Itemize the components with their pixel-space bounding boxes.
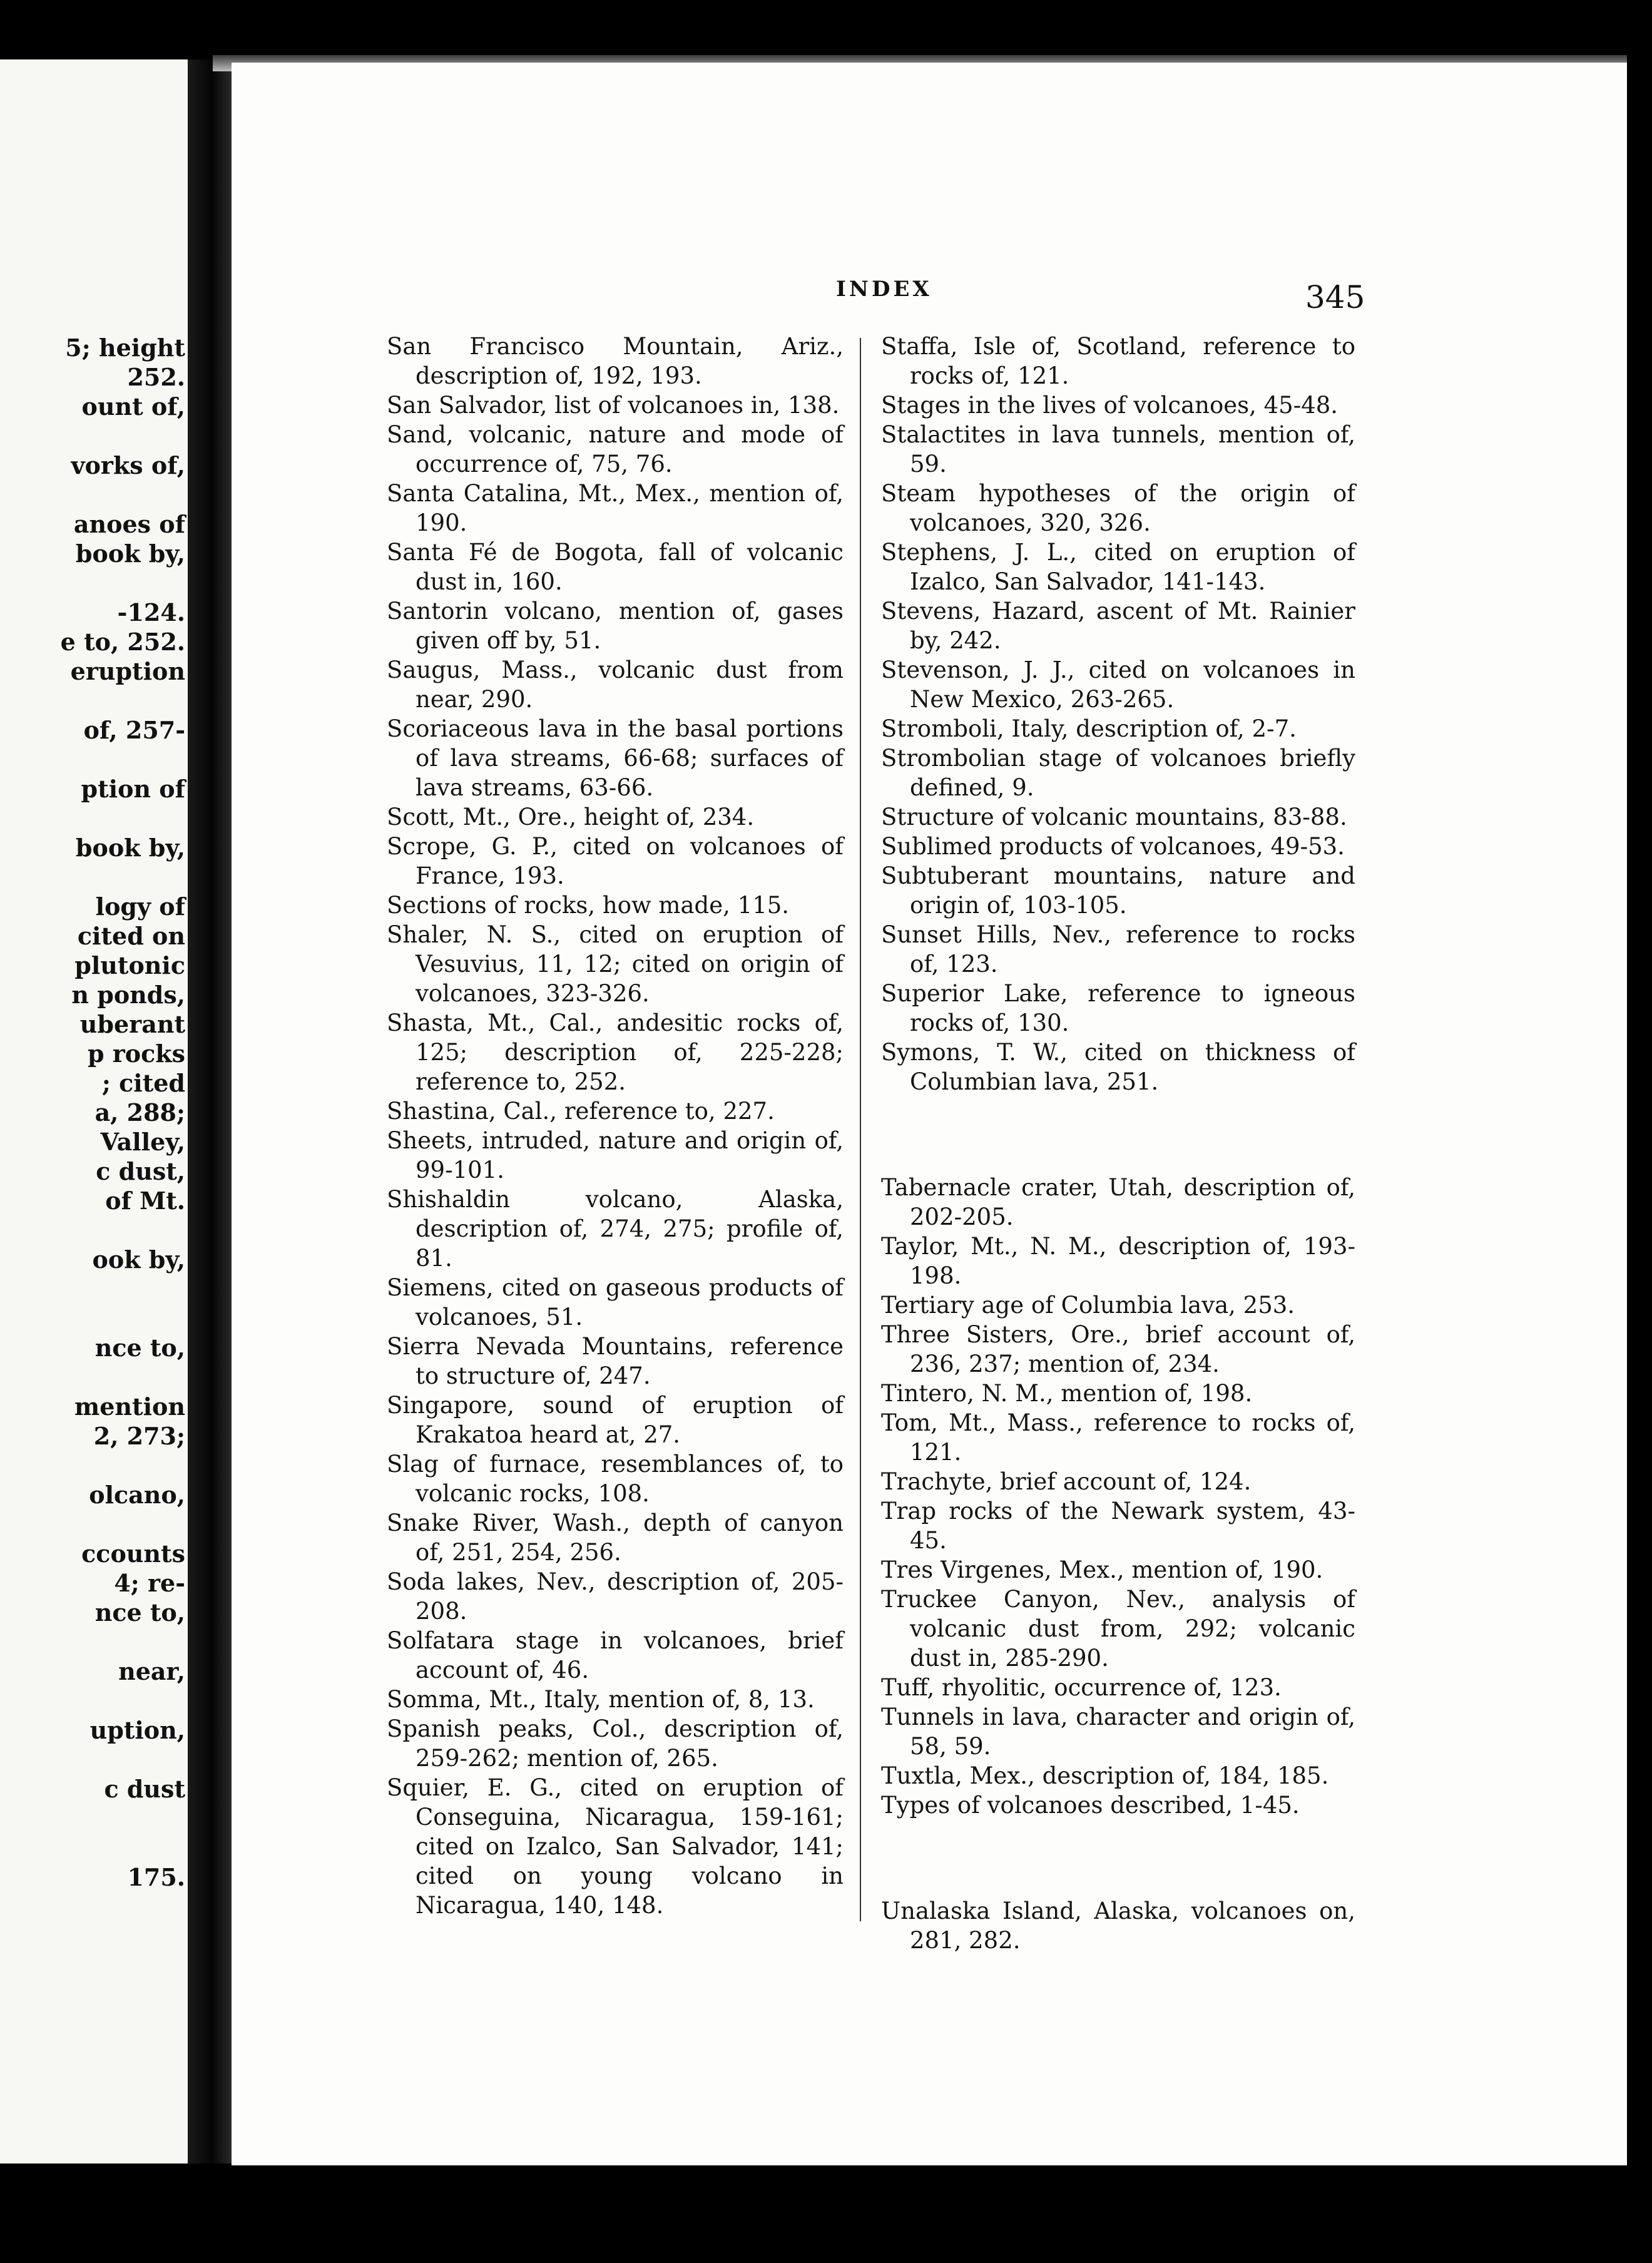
- index-entry: Symons, T. W., cited on thickness of Columbian lava, 251.: [881, 1039, 1355, 1095]
- page-number: 345: [1305, 279, 1365, 315]
- index-entry: Stephens, J. L., cited on eruption of Izalco, San Salvador, 141-143.: [881, 539, 1355, 595]
- facing-page-line: cited on: [77, 922, 185, 950]
- index-entry: Snake River, Wash., depth of canyon of, 251, 254, 256.: [387, 1510, 844, 1566]
- facing-page-line: a, 288;: [94, 1098, 185, 1126]
- index-entry: Stevenson, J. J., cited on volcanoes in New Mexico, 263-265.: [881, 656, 1355, 713]
- index-entry: Sunset Hills, Nev., reference to rocks of, 123.: [881, 921, 1355, 978]
- index-entry: Santa Catalina, Mt., Mex., mention of, 190.: [387, 480, 844, 536]
- facing-page-line: c dust,: [96, 1157, 185, 1185]
- index-entry: Taylor, Mt., N. M., description of, 193-198.: [881, 1233, 1355, 1289]
- facing-page-line: nce to,: [94, 1598, 185, 1627]
- index-entry: Shasta, Mt., Cal., andesitic rocks of, 125; description of, 225-228; reference to, 252.: [387, 1009, 844, 1095]
- index-entry: Stromboli, Italy, description of, 2-7.: [881, 715, 1297, 742]
- index-column-right: [881, 332, 1355, 1955]
- index-entry: San Francisco Mountain, Ariz., description of, 192, 193.: [387, 333, 844, 389]
- index-entry: Three Sisters, Ore., brief account of, 236, 237; mention of, 234.: [881, 1321, 1355, 1377]
- facing-page-line: near,: [118, 1657, 185, 1685]
- index-entry: Tuxtla, Mex., description of, 184, 185.: [881, 1762, 1329, 1789]
- facing-page-line: anoes of: [73, 510, 185, 538]
- index-entry: Structure of volcanic mountains, 83-88.: [881, 804, 1347, 830]
- index-entry: Shishaldin volcano, Alaska, description of, 274, 275; profile of, 81.: [387, 1186, 844, 1272]
- index-entry: Types of volcanoes described, 1-45.: [881, 1792, 1300, 1819]
- index-entry: Scoriaceous lava in the basal portions of lava streams, 66-68; surfaces of lava streams, 63-66.: [387, 715, 844, 801]
- facing-page-line: ccounts: [81, 1540, 185, 1568]
- index-entry: Santorin volcano, mention of, gases given off by, 51.: [387, 598, 844, 654]
- index-entry: Steam hypotheses of the origin of volcanoes, 320, 326.: [881, 480, 1355, 536]
- index-entry: Sheets, intruded, nature and origin of, 99-101.: [387, 1127, 844, 1183]
- facing-page-line: book by,: [75, 834, 185, 862]
- index-entry: Tres Virgenes, Mex., mention of, 190.: [881, 1556, 1323, 1583]
- facing-page-line: uberant: [79, 1010, 185, 1038]
- index-column-left: [387, 332, 844, 1920]
- facing-page-line: c dust: [104, 1775, 185, 1803]
- facing-page-line: ption of: [81, 775, 185, 803]
- index-entry: Scott, Mt., Ore., height of, 234.: [387, 804, 755, 830]
- index-entry: Saugus, Mass., volcanic dust from near, 290.: [387, 656, 844, 713]
- facing-page-line: of Mt.: [105, 1187, 185, 1215]
- facing-page-line: -124.: [117, 598, 185, 626]
- letter-section-gap: [881, 1120, 1355, 1150]
- facing-page-line: vorks of,: [71, 451, 185, 479]
- index-entry: Slag of furnace, resemblances of, to volcanic rocks, 108.: [387, 1451, 844, 1507]
- facing-page-line: 4; re-: [114, 1569, 185, 1597]
- index-entry: Solfatara stage in volcanoes, brief account of, 46.: [387, 1627, 844, 1683]
- index-entry: Siemens, cited on gaseous products of volcanoes, 51.: [387, 1274, 844, 1331]
- facing-page-line: e to, 252.: [60, 628, 185, 656]
- facing-page-line: 175.: [127, 1863, 185, 1891]
- facing-page-line: eruption: [70, 657, 185, 685]
- index-entry: Strombolian stage of volcanoes briefly defined, 9.: [881, 745, 1355, 801]
- index-entry: Sierra Nevada Mountains, reference to structure of, 247.: [387, 1333, 844, 1389]
- index-entry: Singapore, sound of eruption of Krakatoa heard at, 27.: [387, 1392, 844, 1448]
- facing-page-line: 252.: [127, 363, 185, 391]
- index-entry: Trachyte, brief account of, 124.: [881, 1468, 1252, 1495]
- facing-page-line: ount of,: [81, 392, 185, 421]
- index-entry: Trap rocks of the Newark system, 43-45.: [881, 1498, 1355, 1554]
- index-entry: Staffa, Isle of, Scotland, reference to rocks of, 121.: [881, 333, 1355, 389]
- index-entry: Spanish peaks, Col., description of, 259-262; mention of, 265.: [387, 1715, 844, 1772]
- facing-page-line: book by,: [75, 539, 185, 568]
- column-divider: [860, 338, 861, 1921]
- facing-page-edge: [0, 59, 188, 2163]
- facing-page-line: ; cited: [101, 1069, 185, 1097]
- facing-page-line: ook by,: [92, 1245, 185, 1274]
- index-entry: San Salvador, list of volcanoes in, 138.: [387, 392, 840, 419]
- facing-page-line: n ponds,: [71, 981, 185, 1009]
- facing-page-line: olcano,: [89, 1481, 185, 1509]
- facing-page-line: 5; height: [65, 334, 185, 362]
- index-entry: Tertiary age of Columbia lava, 253.: [881, 1292, 1295, 1319]
- letter-section-gap: [881, 1843, 1355, 1873]
- index-entry: Tabernacle crater, Utah, description of, 202-205.: [881, 1174, 1355, 1230]
- facing-page-line: 2, 273;: [93, 1422, 185, 1450]
- running-head: INDEX: [836, 277, 932, 302]
- facing-page-line: of, 257-: [83, 716, 185, 744]
- facing-page-line: plutonic: [74, 951, 185, 979]
- index-entry: Sublimed products of volcanoes, 49-53.: [881, 833, 1345, 860]
- index-entry: Unalaska Island, Alaska, volcanoes on, 281, 282.: [881, 1898, 1355, 1954]
- index-entry: Santa Fé de Bogota, fall of volcanic dust in, 160.: [387, 539, 844, 595]
- index-entry: Tom, Mt., Mass., reference to rocks of, 121.: [881, 1409, 1355, 1466]
- index-entry: Squier, E. G., cited on eruption of Conseguina, Nicaragua, 159-161; cited on Izalco, San Salvador, 141; cited on young volcano in Nicaragua, 140, 148.: [387, 1774, 844, 1919]
- index-entry: Stages in the lives of volcanoes, 45-48.: [881, 392, 1338, 419]
- index-entry: Superior Lake, reference to igneous rocks of, 130.: [881, 980, 1355, 1036]
- index-entry: Subtuberant mountains, nature and origin of, 103-105.: [881, 862, 1355, 919]
- book-binding: [188, 59, 232, 2163]
- facing-page-line: p rocks: [87, 1040, 185, 1068]
- index-entry: Truckee Canyon, Nev., analysis of volcanic dust from, 292; volcanic dust in, 285-290.: [881, 1586, 1355, 1672]
- index-entry: Somma, Mt., Italy, mention of, 8, 13.: [387, 1686, 815, 1713]
- index-entry: Shaler, N. S., cited on eruption of Vesuvius, 11, 12; cited on origin of volcanoes, 323-326.: [387, 921, 844, 1007]
- facing-page-line: nce to,: [94, 1334, 185, 1362]
- index-entry: Scrope, G. P., cited on volcanoes of France, 193.: [387, 833, 844, 889]
- index-entry: Tintero, N. M., mention of, 198.: [881, 1380, 1253, 1407]
- facing-page-line: mention: [74, 1392, 185, 1421]
- facing-page-line: Valley,: [100, 1128, 185, 1156]
- index-entry: Sections of rocks, how made, 115.: [387, 892, 790, 919]
- index-entry: Stalactites in lava tunnels, mention of, 59.: [881, 421, 1355, 478]
- facing-page-line: logy of: [95, 892, 185, 921]
- index-entry: Shastina, Cal., reference to, 227.: [387, 1098, 775, 1125]
- facing-page-line: uption,: [89, 1716, 185, 1744]
- index-entry: Stevens, Hazard, ascent of Mt. Rainier by, 242.: [881, 598, 1355, 654]
- index-entry: Tunnels in lava, character and origin of, 58, 59.: [881, 1704, 1355, 1760]
- index-entry: Soda lakes, Nev., description of, 205-208.: [387, 1568, 844, 1625]
- index-entry: Tuff, rhyolitic, occurrence of, 123.: [881, 1674, 1282, 1701]
- index-entry: Sand, volcanic, nature and mode of occurrence of, 75, 76.: [387, 421, 844, 478]
